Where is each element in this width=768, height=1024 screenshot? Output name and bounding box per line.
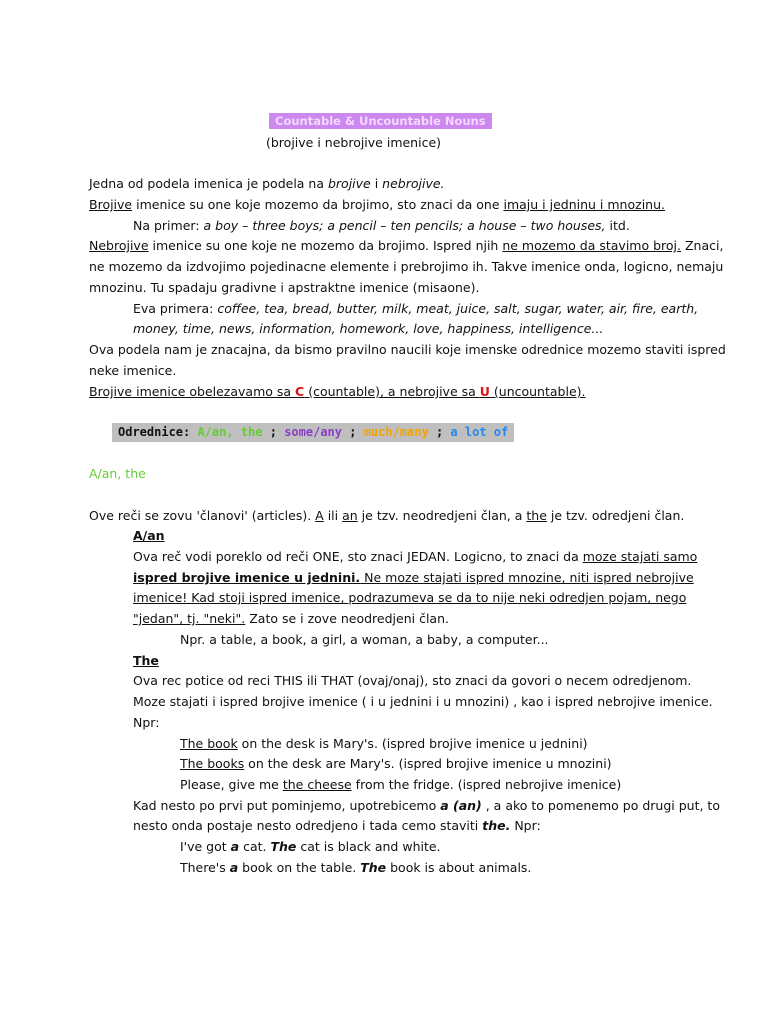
a-an-line-2: ispred brojive imenice u jednini. Ne moze stajati ispred mnozine, niti ispred nebrojive — [133, 570, 694, 585]
kad-line-1: Kad nesto po prvi put pominjemo, upotrebicemo a (an) , a ako to pomenemo po drugi put, to — [133, 798, 720, 813]
kad-line-2: nesto onda postaje nesto odredjeno i tada cemo staviti the. Npr: — [133, 818, 541, 833]
odr-a-an-the: A/an, the — [197, 425, 263, 439]
intro-line-2: Brojive imenice su one koje mozemo da brojimo, sto znaci da one imaju i jedninu i mnozinu. — [89, 197, 665, 212]
intro-line-1: Jedna od podela imenica je podela na brojive i nebrojive. — [89, 176, 445, 191]
the-line-3: Npr: — [133, 715, 160, 730]
intro-line-11: Brojive imenice obelezavamo sa C (countable), a nebrojive sa U (uncountable). — [89, 384, 586, 399]
cat-example: I've got a cat. The cat is black and white. — [180, 839, 441, 854]
intro-line-8: money, time, news, information, homework, love, happiness, intelligence... — [133, 321, 604, 336]
heading-a-an: A/an — [133, 528, 165, 543]
section-heading: A/an, the — [89, 466, 146, 481]
intro-line-7: Eva primera: coffee, tea, bread, butter, milk, meat, juice, salt, sugar, water, air, fire, earth, — [133, 301, 699, 316]
a-an-line-4: "jedan", tj. "neki". Zato se i zove neodredjeni član. — [133, 611, 449, 626]
odrednice-box: Odrednice: A/an, the ; some/any ; much/many ; a lot of — [112, 424, 514, 440]
intro-line-10: neke imenice. — [89, 363, 177, 378]
the-line-1: Ova rec potice od reci THIS ili THAT (ovaj/onaj), sto znaci da govori o necem odredjenom. — [133, 673, 692, 688]
page-title — [269, 113, 492, 129]
the-line-2: Moze stajati i ispred brojive imenice ( i u jednini i u mnozini) , kao i ispred nebrojive imenice. — [133, 694, 713, 709]
intro-line-5: ne mozemo da izdvojimo pojedinacne elemente i prebrojimo ih. Takve imenice onda, logicno, nemaju — [89, 259, 724, 274]
the-example-3: Please, give me the cheese from the fridge. (ispred nebrojive imenice) — [180, 777, 622, 792]
a-an-line-3: imenice! Kad stoji ispred imenice, podrazumeva se da to nije neki odredjen pojam, nego — [133, 590, 687, 605]
intro-line-4: Nebrojive imenice su one koje ne mozemo da brojimo. Ispred njih ne mozemo da stavimo broj. Znaci, — [89, 238, 724, 253]
the-example-1: The book on the desk is Mary's. (ispred brojive imenice u jednini) — [180, 736, 588, 751]
title-highlight: Countable & Uncountable Nouns — [269, 113, 492, 129]
a-an-line-5: Npr. a table, a book, a girl, a woman, a baby, a computer... — [180, 632, 549, 647]
intro-line-6: mnozinu. Tu spadaju gradivne i apstraktne imenice (misaone). — [89, 280, 480, 295]
the-example-2: The books on the desk are Mary's. (ispred brojive imenice u mnozini) — [180, 756, 612, 771]
heading-the: The — [133, 653, 159, 668]
odr-a-lot-of: a lot of — [450, 425, 509, 439]
page-subtitle: (brojive i nebrojive imenice) — [266, 135, 442, 150]
book-example: There's a book on the table. The book is about animals. — [180, 860, 532, 875]
intro-line-3: Na primer: a boy – three boys; a pencil – ten pencils; a house – two houses, itd. — [133, 218, 630, 233]
intro-line-9: Ova podela nam je znacajna, da bismo pravilno naucili koje imenske odrednice mozemo staviti ispred — [89, 342, 726, 357]
a-an-line-1: Ova reč vodi poreklo od reči ONE, sto znaci JEDAN. Logicno, to znaci da moze stajati samo — [133, 549, 698, 564]
articles-line-1: Ove reči se zovu 'članovi' (articles). A ili an je tzv. neodredjeni član, a the je tzv. odredjeni član. — [89, 508, 685, 523]
odrednice-label: Odrednice: — [118, 425, 191, 439]
odr-much-many: much/many — [363, 425, 429, 439]
odr-some-any: some/any — [284, 425, 342, 439]
